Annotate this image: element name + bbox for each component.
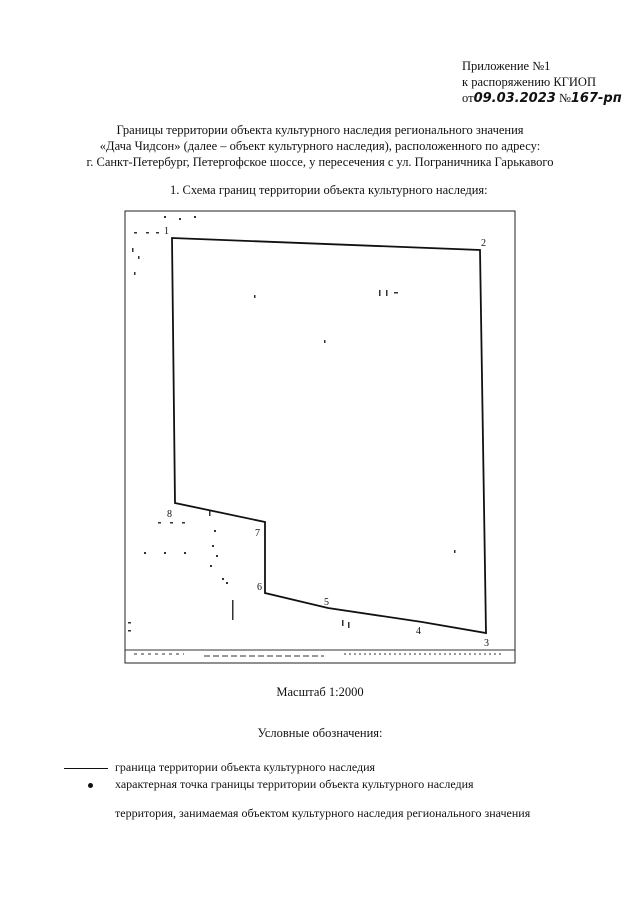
boundary-point-5: 5 (324, 597, 329, 608)
appendix-line2: к распоряжению КГИОП (462, 75, 596, 89)
title-line1: Границы территории объекта культурного наследия регионального значения (116, 123, 524, 137)
appendix-number-prefix: № (558, 91, 571, 105)
legend-boundary-line-symbol (64, 768, 108, 769)
boundary-point-labels (164, 226, 489, 649)
map-scale: Масштаб 1:2000 (276, 685, 364, 699)
boundary-polygon (172, 238, 486, 633)
appendix-date-prefix: от (462, 91, 474, 105)
appendix-line1: Приложение №1 (462, 59, 551, 73)
section-heading: 1. Схема границ территории объекта культурного наследия: (170, 183, 488, 197)
appendix-block (462, 58, 622, 107)
map-frame (125, 211, 515, 663)
boundary-point-7: 7 (255, 528, 260, 539)
boundary-map (124, 210, 516, 664)
document-title (0, 122, 640, 170)
boundary-point-6: 6 (257, 582, 262, 593)
appendix-date: 09.03.2023 (473, 91, 556, 106)
legend-title: Условные обозначения: (257, 726, 383, 740)
legend-point-label: характерная точка границы территории объекта культурного наследия (115, 777, 474, 791)
appendix-number: 167-рп (570, 91, 622, 106)
boundary-point-2: 2 (481, 238, 486, 249)
boundary-point-1: 1 (164, 226, 169, 237)
boundary-point-3: 3 (484, 638, 489, 649)
map-speckles (128, 216, 456, 632)
boundary-point-4: 4 (416, 626, 421, 637)
title-line3: г. Санкт-Петербург, Петергофское шоссе, у пересечения с ул. Пограничника Гарькавого (86, 155, 554, 169)
legend-boundary-label: граница территории объекта культурного наследия (115, 760, 376, 774)
appendix-line3 (462, 90, 622, 107)
legend-territory-label: территория, занимаемая объектом культурного наследия регионального значения (115, 806, 531, 820)
title-line2: «Дача Чидсон» (далее – объект культурного наследия), расположенного по адресу: (99, 139, 541, 153)
map-bottom-strip (125, 650, 515, 656)
boundary-point-8: 8 (167, 509, 172, 520)
legend-point-symbol (88, 783, 93, 788)
